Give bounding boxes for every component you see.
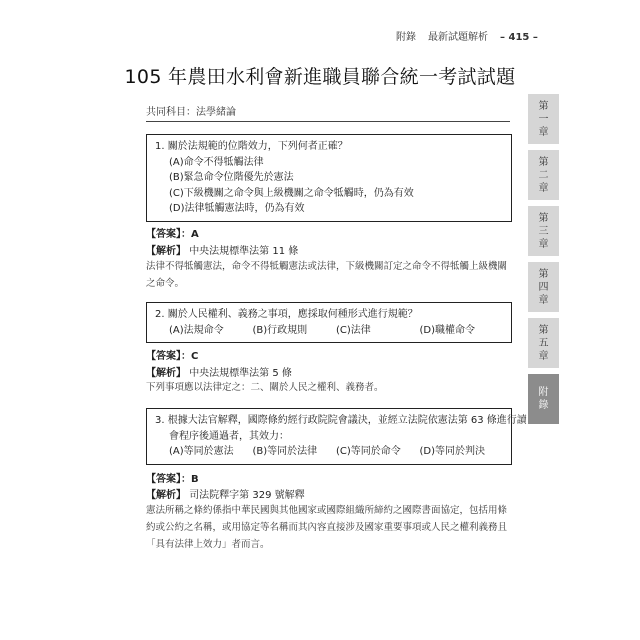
- question-box-1: [146, 134, 512, 222]
- header-subsection: 最新試題解析: [428, 32, 488, 43]
- options-row: [155, 444, 503, 460]
- chapter-tabs: [528, 94, 559, 430]
- option-d: (D)法律牴觸憲法時，仍為有效: [169, 203, 305, 214]
- page-number: – 415 –: [500, 32, 538, 43]
- explanation-paragraph-1: 法律不得牴觸憲法，命令不得牴觸憲法或法律，下級機關訂定之命令不得牴觸上級機關之命令。: [146, 261, 508, 289]
- option-a: (A)命令不得牴觸法律: [169, 156, 264, 168]
- tab-chapter-4[interactable]: 第 四 章: [528, 262, 559, 312]
- question-box-2: [146, 302, 512, 343]
- option-b: (B)緊急命令位階優先於憲法: [169, 172, 294, 183]
- option-c: (C)法律: [336, 324, 371, 336]
- question-stem: 3. 根據大法官解釋，國際條約經行政院院會議決，並經立法院依憲法第 63 條進行讀: [155, 415, 527, 426]
- explanation-text: 中央法規標準法第 11 條: [189, 246, 299, 257]
- page-title: 105 年農田水利會新進職員聯合統一考試試題: [124, 66, 516, 88]
- option-a: (A)等同於憲法: [169, 446, 234, 457]
- tab-chapter-3[interactable]: 第 三 章: [528, 206, 559, 256]
- option-d: (D)職權命令: [419, 324, 476, 336]
- options-row: [155, 323, 503, 339]
- tab-chapter-1[interactable]: 第 一 章: [528, 94, 559, 144]
- option-b: (B)等同於法律: [252, 446, 318, 457]
- option-b: (B)行政規則: [252, 324, 308, 336]
- subject-divider: [146, 121, 510, 122]
- running-header: [396, 28, 538, 43]
- answer-3: 【答案】：B: [146, 474, 199, 485]
- header-section: 附錄: [396, 32, 416, 43]
- option-c: (C)下級機關之命令與上級機關之命令牴觸時，仍為有效: [169, 187, 414, 199]
- tab-chapter-5[interactable]: 第 五 章: [528, 318, 559, 368]
- explanation-paragraph-2: 下列事項應以法律定之：二、關於人民之權利、義務者。: [146, 382, 384, 393]
- explanation-label: 【解析】: [146, 368, 186, 379]
- explanation-text: 中央法規標準法第 5 條: [189, 368, 292, 379]
- option-c: (C)等同於命令: [336, 446, 401, 457]
- question-stem: 1. 關於法規範的位階效力，下列何者正確？: [155, 141, 348, 152]
- explanation-3: [146, 486, 305, 501]
- explanation-label: 【解析】: [146, 490, 186, 501]
- tab-appendix[interactable]: 附 錄: [528, 374, 559, 424]
- answer-1: 【答案】：A: [146, 229, 199, 240]
- question-stem: 2. 關於人民權利、義務之事項，應採取何種形式進行規範？: [155, 309, 418, 320]
- option-a: (A)法規命令: [169, 324, 224, 336]
- explanation-1: [146, 242, 298, 257]
- tab-chapter-2[interactable]: 第 二 章: [528, 150, 559, 200]
- question-stem-continued: 會程序後通過者，其效力：: [169, 430, 289, 442]
- question-box-3: [146, 408, 527, 465]
- answer-2: 【答案】：C: [146, 351, 199, 362]
- subject-label: 共同科目：法學緒論: [146, 107, 236, 118]
- option-d: (D)等同於判決: [419, 446, 486, 457]
- explanation-paragraph-3: 憲法所稱之條約係指中華民國與其他國家或國際組織所締約之國際書面協定，包括用條約或公約之名稱，或用協定等名稱而其內容直接涉及國家重要事項或人民之權利義務且「具有法律上效力」者而言。: [146, 505, 508, 550]
- explanation-label: 【解析】: [146, 246, 186, 257]
- explanation-text: 司法院釋字第 329 號解釋: [189, 490, 305, 501]
- explanation-2: [146, 364, 292, 379]
